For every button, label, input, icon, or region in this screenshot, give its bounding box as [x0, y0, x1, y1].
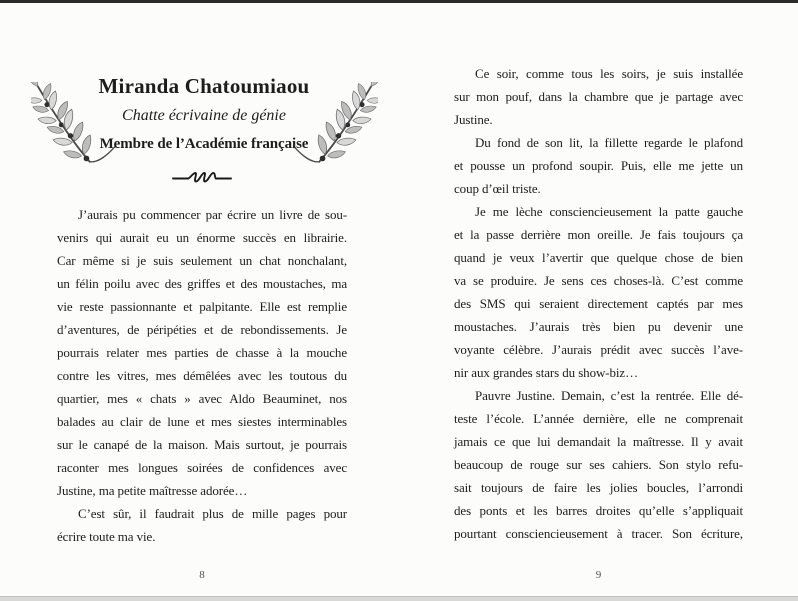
text-line: vie reste passionnante et palpitante. Elle est remplie — [57, 299, 347, 314]
author-title: Miranda Chatoumiaou — [98, 74, 310, 98]
text-line: jamais ce que lui demandait la maîtresse. Il y avait — [454, 434, 743, 449]
text-line: pourtant consciencieusement à tracer. Son écriture, — [454, 526, 743, 541]
text-column-right — [454, 62, 743, 545]
text-line: d’aventures, de péripéties et de rebondissements. Je — [57, 322, 347, 337]
text-line: écrire toute ma vie. — [57, 529, 156, 544]
page-number-right: 9 — [595, 569, 602, 581]
page-number-left: 8 — [199, 569, 205, 581]
text-line: et pousse un profond soupir. Puis, elle me jette un — [454, 158, 743, 173]
text-line: Pauvre Justine. Demain, c’est la rentrée. Elle dé- — [475, 388, 743, 403]
text-line: coup d’œil triste. — [454, 181, 541, 196]
text-line: J’aurais pu commencer par écrire un livre de sou- — [78, 207, 347, 222]
text-line: Du fond de son lit, la fillette regarde le plafond — [475, 135, 743, 150]
text-line: quartier, mes « chats » avec Aldo Beauminet, nos — [57, 391, 347, 406]
flourish-squiggle-icon — [171, 170, 233, 185]
text-line: va se produire. Je sens ces choses-là. C’est comme — [454, 273, 743, 288]
text-line: Ce soir, comme tous les soirs, je suis installée — [475, 66, 743, 81]
text-line: nir aux grandes stars du show-biz… — [454, 365, 638, 380]
text-line: sur le canapé de la maison. Mais surtout, je pourrais — [57, 437, 347, 452]
text-line: pourrais relater mes parties de chasse à la mouche — [57, 345, 347, 360]
text-line: et la passe derrière mon oreille. Je fais toujours ça — [454, 227, 743, 242]
text-line: balades au clair de lune et mes siestes interminables — [57, 414, 347, 429]
text-line: Car même si je suis seulement un chat nonchalant, — [57, 253, 347, 268]
text-line: raconter mes longues soirées de confidences avec — [57, 460, 347, 475]
text-line: teste l’école. L’année dernière, elle ne comprenait — [454, 411, 743, 426]
text-line: venirs qui aurait eu un énorme succès en librairie. — [57, 230, 347, 245]
text-column-left — [57, 203, 347, 548]
text-line: voyante célèbre. J’aurais prédit avec succès l’ave- — [454, 342, 743, 357]
author-affiliation: Membre de l’Académie française — [99, 136, 309, 152]
text-line: quand je veux l’avertir que quelque chose de bien — [454, 250, 743, 265]
text-line: sur mon pouf, dans la chambre que je partage avec — [454, 89, 743, 104]
text-line: beaucoup de rouge sur ses cahiers. Son stylo refu- — [454, 457, 743, 472]
text-line: des SMS qui seraient directement captés par mes — [454, 296, 743, 311]
text-line: C’est sûr, il faudrait plus de mille pages pour — [78, 506, 347, 521]
text-line: moustaches. J’aurais très bien pu devenir une — [454, 319, 743, 334]
text-line: Justine. — [454, 112, 493, 127]
text-line: contre les vitres, mes démêlées avec les toutous du — [57, 368, 347, 383]
text-line: un félin poilu avec des griffes et des moustaches, ma — [57, 276, 347, 291]
text-line: sait toujours de faire les jolies boucles, l’arrondi — [454, 480, 743, 495]
author-subtitle: Chatte écrivaine de génie — [122, 107, 286, 124]
text-line: Je me lèche consciencieusement la patte gauche — [475, 204, 743, 219]
top-edge-bar — [0, 0, 798, 3]
bottom-edge-bar — [0, 596, 798, 601]
text-line: des ponts et les barres droites qu’elle s’appliquait — [454, 503, 743, 518]
text-line: Justine, ma petite maîtresse adorée… — [57, 483, 248, 498]
